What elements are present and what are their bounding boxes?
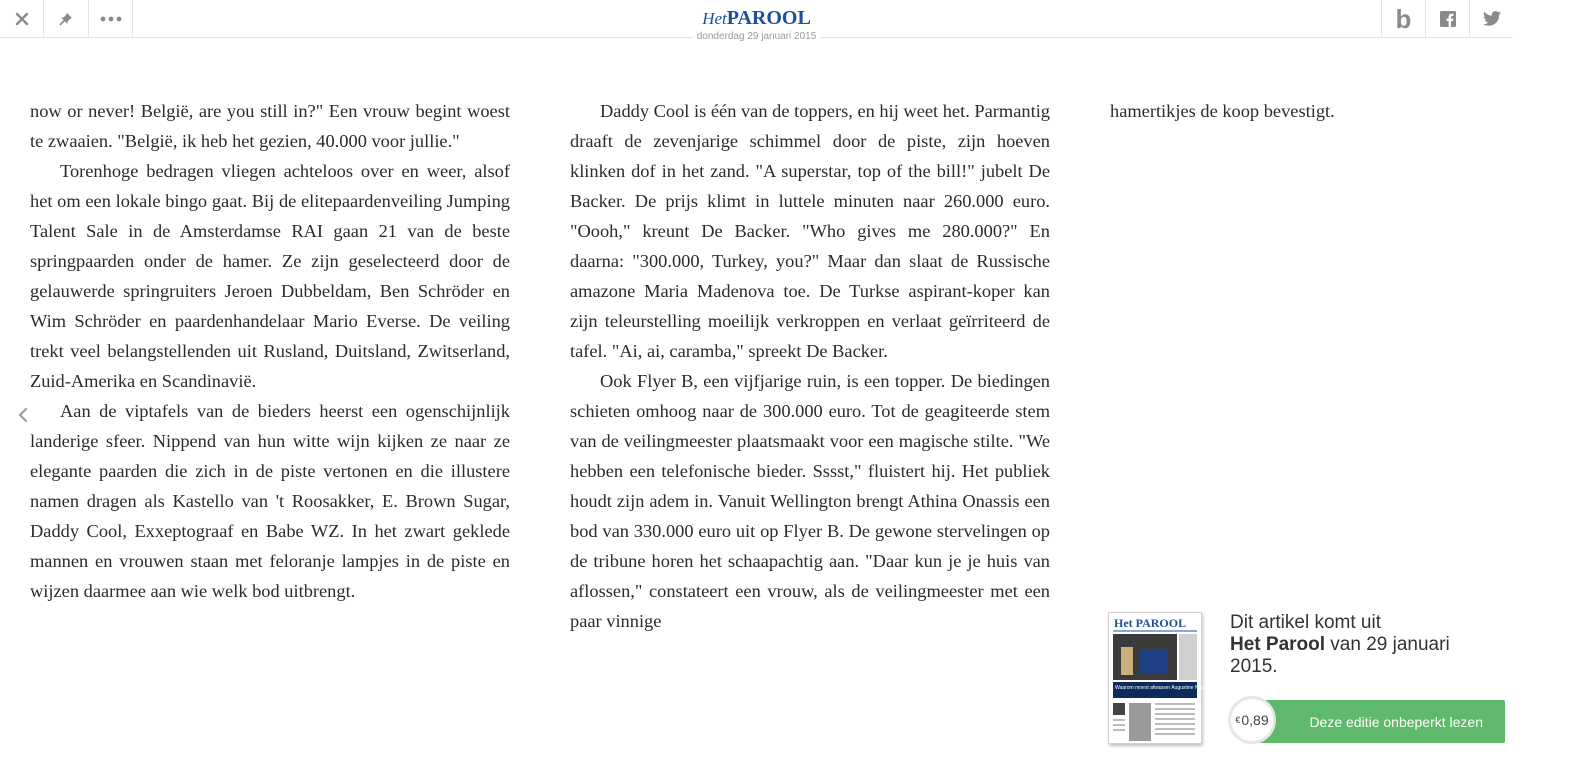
article-column-3 (1110, 96, 1590, 126)
price-badge (1228, 696, 1276, 744)
article-column-2 (570, 96, 1050, 636)
paragraph: Ook Flyer B, een vijfjarige ruin, is een topper. De biedingen schieten omhoog naar de 300.000 euro. Tot de geagiteerde stem van de veilingmeester plaatsmaakt voor een magische stilte. "We hebben een telefonische bieder. Sssst," fluistert hij. Het publiek houdt zijn adem in. Vanuit Wellington brengt Athina Onassis een bod van 330.000 euro uit op Flyer B. De gewone stervelingen op de tribune horen het schaapachtig aan. "Daar kun je je huis van aflossen," constateert een vrouw, als de veilingmeester met een paar vinnige (570, 371, 1050, 631)
logo-parool: PAROOL (726, 7, 811, 29)
paragraph: Torenhoge bedragen vliegen achteloos over en weer, alsof het om een lokale bingo gaat. Bij de elitepaardenveiling Jumping Talent Sale in de Amsterdamse RAI gaan 21 van de beste springpaarden onder de hamer. Ze zijn geselecteerd door de gelauwerde springruiters Jeroen Dubbeldam, Ben Schröder en Wim Schröder en paardenhandelaar Mario Everse. De veiling trekt veel belangstellenden uit Rusland, Duitsland, Zwitserland, Zuid-Amerika en Scandinavië. (30, 161, 510, 391)
buy-edition-label: Deze editie onbeperkt lezen (1309, 713, 1483, 730)
chevron-left-icon (18, 407, 28, 423)
cover-title: Het PAROOL (1114, 616, 1187, 630)
cover-headline: Waarom moest afwasser Augustine Nyantakyi dood? (1115, 685, 1233, 691)
edition-promo (1108, 612, 1508, 747)
facebook-icon (1440, 11, 1456, 27)
edition-date-text: donderdag 29 januari 2015 (693, 31, 821, 42)
top-bar (0, 0, 1513, 42)
blendle-icon: b (1395, 3, 1412, 34)
twitter-share-button[interactable] (1470, 0, 1513, 37)
newspaper-logo (0, 3, 1513, 34)
promo-text (1230, 612, 1500, 678)
edition-date (0, 31, 1513, 43)
newspaper-cover-thumbnail[interactable] (1108, 612, 1233, 744)
currency-symbol: € (1235, 715, 1241, 725)
facebook-share-button[interactable] (1426, 0, 1469, 37)
cover-image (1109, 613, 1233, 743)
paragraph: hamertikjes de koop bevestigt. (1110, 101, 1335, 121)
paragraph: now or never! België, are you still in?" Een vrouw begint woest te zwaaien. "België, ik heb het gezien, 40.000 voor jullie." (30, 101, 510, 151)
logo-het: Het (702, 9, 727, 28)
buy-edition-button[interactable] (1256, 700, 1505, 743)
promo-paper-name: Het Parool (1230, 634, 1326, 655)
twitter-icon (1483, 11, 1501, 26)
promo-line-2: van 29 januari 2015. (1230, 634, 1450, 677)
paragraph: Aan de viptafels van de bieders heerst een ogenschijnlijk landerige sfeer. Nippend van hun witte wijn kijken ze naar ze elegante paarden die zich in de piste vertonen en die illustere namen dragen als Kastello van 't Roosakker, E. Brown Sugar, Daddy Cool, Exxeptograaf en Babe WZ. In het zwart geklede mannen en vrouwen staan met feloranje lampjes in de piste en wijzen daarmee aan wie welk bod uitbrengt. (30, 401, 510, 601)
price-value: 0,89 (1241, 712, 1269, 728)
paragraph: Daddy Cool is één van de toppers, en hij weet het. Parmantig draaft de zevenjarige schimmel door de piste, zijn hoeven klinken dof in het zand. "A superstar, top of the bill!" jubelt De Backer. De prijs klimt in luttele minuten naar 260.000 euro. "Oooh," kreunt De Backer. "Who gives me 280.000?" En daarna: "300.000, Turkey, you?" Maar dan slaat de Russische amazone Maria Madenova toe. De Turkse aspirant-koper kan zijn teleurstelling moeilijk verkroppen en verlaat geïrriteerd de tafel. "Ai, ai, caramba," spreekt De Backer. (570, 101, 1050, 361)
article-column-1 (30, 96, 510, 606)
blendle-button[interactable] (1382, 0, 1425, 37)
promo-line-1: Dit artikel komt uit (1230, 612, 1381, 633)
